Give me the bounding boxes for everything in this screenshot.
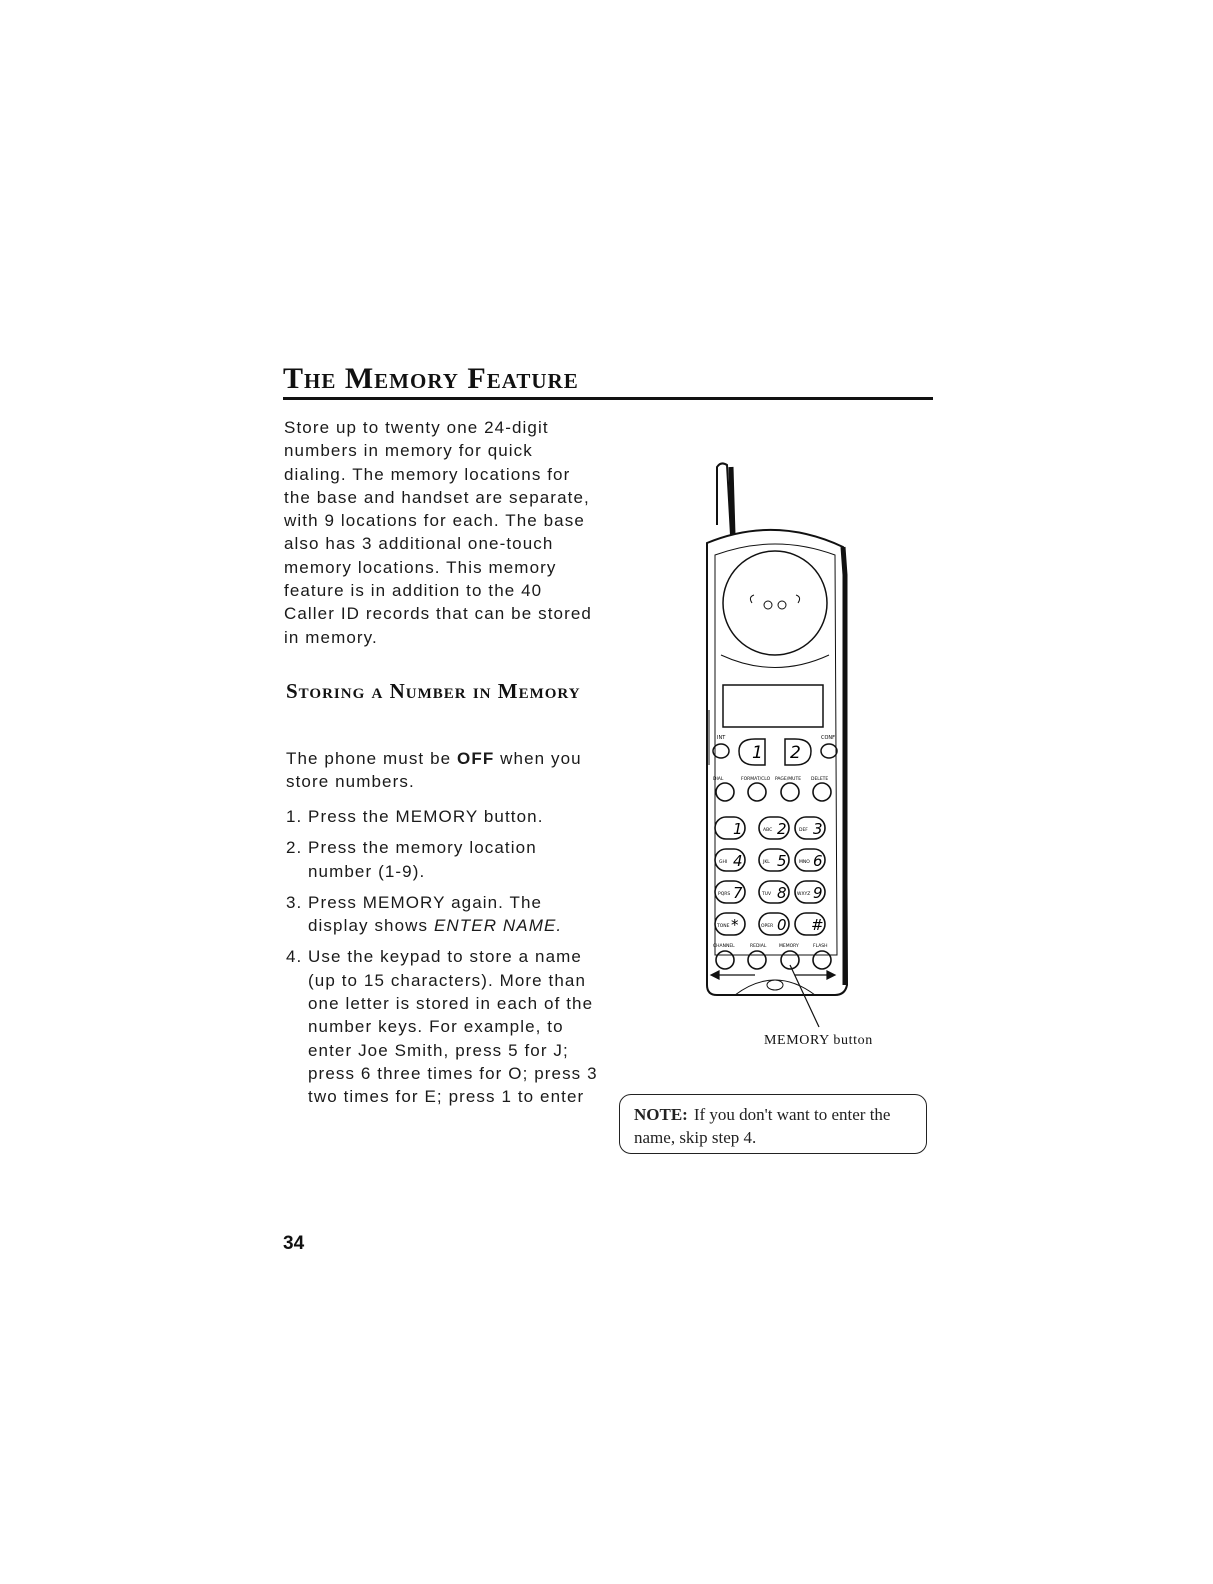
step-text: Use the keypad to store a name (up to 15 characters). More than one letter is stored in each of the number keys. For example, to enter Joe Smith, press 5 for J; press 6 three times for O; press 3 two times for E; press 1 to enter <box>308 947 598 1107</box>
step-number: 4. <box>286 947 303 967</box>
function-label: DELETE <box>811 777 829 782</box>
key-digit: 2 <box>777 820 787 838</box>
page-number: 34 <box>283 1233 305 1254</box>
step-item <box>286 805 606 828</box>
key-digit: * <box>731 916 739 934</box>
bottom-labels <box>713 943 828 949</box>
lead-text-before: The phone must be <box>286 749 458 768</box>
one-touch-row <box>713 739 837 765</box>
key-digit: 4 <box>733 852 743 870</box>
note-box <box>619 1094 927 1154</box>
step-number: 1. <box>286 807 303 826</box>
key-letters: ABC <box>763 828 773 833</box>
int-label: INT <box>717 735 726 741</box>
key-letters: TONE <box>717 924 730 929</box>
keypad-digits <box>731 820 824 934</box>
key-letters: PQRS <box>718 892 731 897</box>
earpiece <box>723 551 827 655</box>
key-letters: WXYZ <box>797 892 811 897</box>
bottom-label: CHANNEL <box>713 944 735 949</box>
step-number: 2. <box>286 838 303 858</box>
display-message: ENTER NAME. <box>433 916 563 936</box>
key-letters: GHI <box>719 860 728 865</box>
one-touch-key-2: 2 <box>790 743 801 763</box>
lead-text-after: when you store numbers. <box>286 749 582 792</box>
function-buttons <box>716 783 831 801</box>
note-label: NOTE: <box>634 1105 688 1124</box>
function-label: FORMAT/CLO <box>741 777 771 782</box>
key-digit: 6 <box>813 852 823 870</box>
intro-paragraph: Store up to twenty one 24-digit numbers in memory for quick dialing. The memory locations for the base and handset are separate, with 9 locations for each. The base also has 3 additional one-touch memory locations. This memory feature is in addition to the 40 Caller ID records that can be stored in memory. <box>284 418 592 647</box>
key-digit: 9 <box>813 884 823 902</box>
step-text: Press the memory location number (1-9). <box>308 838 537 881</box>
conf-label: CONF <box>821 735 836 741</box>
step-text: Press the MEMORY button. <box>308 807 544 826</box>
key-digit: 3 <box>813 820 823 838</box>
key-digit: 8 <box>777 884 787 902</box>
display-screen <box>723 685 823 727</box>
lead-strong: OFF <box>457 749 495 768</box>
page-heading: The Memory Feature <box>283 362 579 395</box>
section-lead <box>286 747 596 794</box>
key-letters: DEF <box>799 828 808 833</box>
function-label: PAGE/MUTE <box>775 777 802 782</box>
key-letters: MNO <box>799 860 810 865</box>
section-subheading: Storing a Number in Memory <box>286 679 581 703</box>
step-text <box>308 891 606 938</box>
key-digit: 0 <box>777 916 787 934</box>
key-digit: 5 <box>777 852 787 870</box>
key-digit: # <box>811 916 824 934</box>
key-letters: TUV <box>762 892 772 897</box>
bottom-buttons <box>716 951 831 969</box>
step-item <box>286 891 606 938</box>
steps-list <box>286 805 606 1117</box>
bottom-label: REDIAL <box>750 944 767 949</box>
function-labels <box>713 776 828 782</box>
step-item <box>286 836 606 883</box>
key-letters: JKL <box>763 860 770 865</box>
key-digit: 1 <box>733 820 743 838</box>
one-touch-key-1: 1 <box>752 743 763 763</box>
figure-caption: MEMORY button <box>764 1033 873 1048</box>
step-text-before: Press MEMORY again. The display shows <box>308 892 543 936</box>
bottom-label: MEMORY <box>779 944 799 949</box>
step-number: 3. <box>286 892 303 912</box>
key-digit: 7 <box>733 884 743 902</box>
bottom-label: FLASH <box>813 944 828 949</box>
step-item <box>286 945 606 1108</box>
key-letters: OPER <box>761 924 774 929</box>
note-text: If you don't want to enter the name, skip step 4. <box>634 1105 891 1147</box>
heading-rule <box>283 397 933 400</box>
function-label: DIAL <box>713 777 724 782</box>
handset-illustration <box>695 455 855 1035</box>
